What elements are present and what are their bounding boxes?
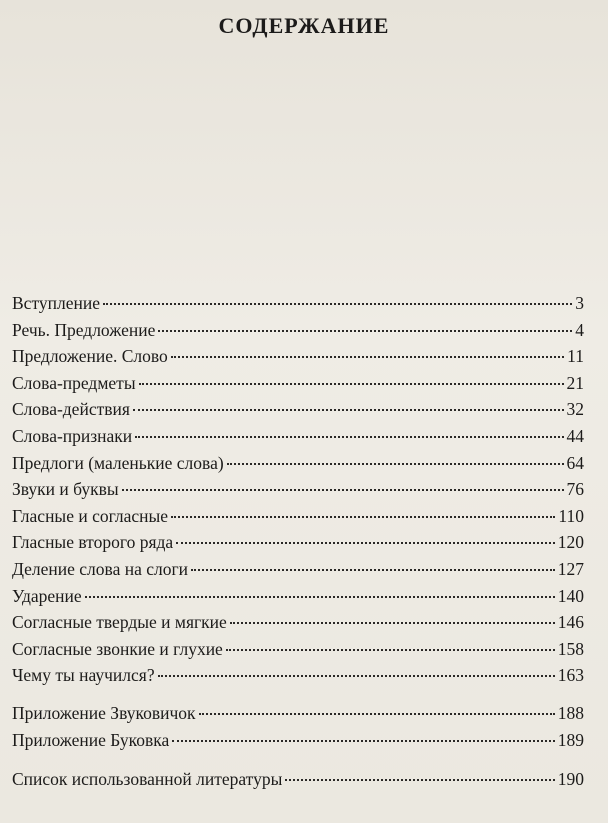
toc-entry[interactable] xyxy=(12,639,584,666)
toc-entry-label: Гласные второго ряда xyxy=(12,532,174,553)
toc-divider xyxy=(12,756,584,769)
toc-entry[interactable] xyxy=(12,586,584,613)
toc-entry-label: Список использованной литературы xyxy=(12,769,283,790)
toc-entry[interactable] xyxy=(12,453,584,480)
toc-entry[interactable] xyxy=(12,479,584,506)
dot-leader xyxy=(139,383,564,385)
toc-entry[interactable] xyxy=(12,730,584,757)
toc-entry-page: 76 xyxy=(566,479,584,500)
dot-leader xyxy=(172,740,554,742)
page-title: СОДЕРЖАНИЕ xyxy=(218,12,390,38)
toc-entry-page: 11 xyxy=(567,346,584,367)
dot-leader xyxy=(103,303,572,305)
dot-leader xyxy=(191,569,555,571)
toc-entry-label: Согласные звонкие и глухие xyxy=(12,638,223,659)
toc-entry-label: Слова-действия xyxy=(12,399,130,420)
toc-entry-page: 4 xyxy=(575,319,584,340)
dot-leader xyxy=(85,596,555,598)
table-of-contents xyxy=(12,293,584,796)
toc-entry-label: Приложение Звуковичок xyxy=(12,702,196,723)
toc-entry-page: 188 xyxy=(557,702,584,723)
toc-entry[interactable] xyxy=(12,703,584,730)
toc-entry[interactable] xyxy=(12,293,584,320)
dot-leader xyxy=(230,622,555,624)
toc-entry[interactable] xyxy=(12,612,584,639)
toc-entry-label: Вступление xyxy=(12,293,100,313)
toc-entry-page: 163 xyxy=(557,665,584,686)
dot-leader xyxy=(122,489,564,491)
toc-entry-page: 120 xyxy=(557,532,584,553)
toc-entry-label: Слова-предметы xyxy=(12,372,136,393)
dot-leader xyxy=(171,516,555,518)
toc-entry-page: 127 xyxy=(557,558,584,579)
dot-leader xyxy=(158,675,555,677)
dot-leader xyxy=(133,409,564,411)
toc-entry-page: 21 xyxy=(566,372,584,393)
toc-appendix-list xyxy=(12,703,584,756)
toc-entry-page: 32 xyxy=(566,399,584,420)
toc-entry[interactable] xyxy=(12,373,584,400)
toc-entry-label: Предлоги (маленькие слова) xyxy=(12,452,224,473)
toc-entry-page: 44 xyxy=(566,425,584,446)
toc-entry-label: Ударение xyxy=(12,585,82,606)
toc-main-list xyxy=(12,293,584,692)
toc-entry-label: Звуки и буквы xyxy=(12,479,119,500)
toc-divider xyxy=(12,692,584,703)
dot-leader xyxy=(176,542,555,544)
toc-entry-page: 146 xyxy=(557,612,584,633)
toc-entry-label: Предложение. Слово xyxy=(12,346,168,367)
toc-entry-page: 64 xyxy=(566,452,584,473)
toc-entry-label: Гласные и согласные xyxy=(12,505,169,526)
toc-entry[interactable] xyxy=(12,532,584,559)
dot-leader xyxy=(285,779,554,781)
dot-leader xyxy=(227,463,564,465)
toc-entry-page: 3 xyxy=(575,293,584,313)
toc-entry-bibliography[interactable] xyxy=(12,769,584,796)
toc-entry-page: 158 xyxy=(557,638,584,659)
toc-entry[interactable] xyxy=(12,559,584,586)
dot-leader xyxy=(199,713,555,715)
toc-entry-page: 110 xyxy=(558,505,584,526)
dot-leader xyxy=(171,356,564,358)
toc-entry[interactable] xyxy=(12,399,584,426)
dot-leader xyxy=(135,436,563,438)
toc-entry[interactable] xyxy=(12,320,584,347)
toc-entry-page: 190 xyxy=(557,769,584,790)
toc-entry-label: Слова-признаки xyxy=(12,425,133,446)
toc-entry-label: Речь. Предложение xyxy=(12,319,156,340)
dot-leader xyxy=(226,649,555,651)
toc-entry-label: Деление слова на слоги xyxy=(12,558,189,579)
toc-entry[interactable] xyxy=(12,346,584,373)
toc-entry-page: 189 xyxy=(557,729,584,750)
toc-entry-label: Согласные твердые и мягкие xyxy=(12,612,227,633)
toc-entry[interactable] xyxy=(12,426,584,453)
toc-entry[interactable] xyxy=(12,665,584,692)
dot-leader xyxy=(158,330,572,332)
toc-entry-label: Приложение Буковка xyxy=(12,729,170,750)
toc-entry-label: Чему ты научился? xyxy=(12,665,155,686)
toc-entry-page: 140 xyxy=(557,585,584,606)
toc-entry[interactable] xyxy=(12,506,584,533)
